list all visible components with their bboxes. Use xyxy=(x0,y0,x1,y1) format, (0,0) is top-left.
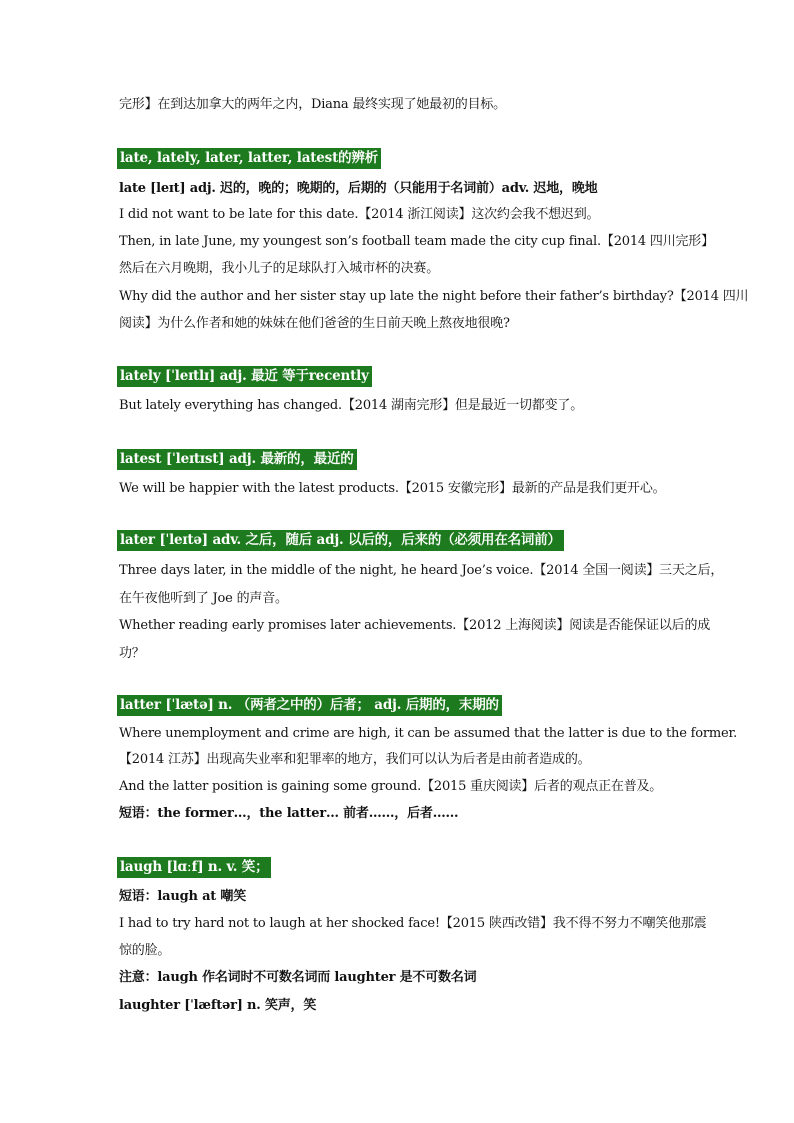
section-heading-latter: latter [ˈlætə] n. （两者之中的）后者； adj. 后期的，末期的 xyxy=(117,695,502,716)
section-heading-lately: lately [ˈleɪtlɪ] adj. 最近 等于recently xyxy=(117,366,372,387)
example-line: Three days later, in the middle of the night, he heard Joe’s voice.【2014 全国一阅读】三天之后， xyxy=(119,563,724,578)
phrase-line: 短语：laugh at 嘲笑 xyxy=(119,889,247,904)
example-line: 然后在六月晚期，我小儿子的足球队打入城市杯的决赛。 xyxy=(119,261,440,276)
example-line: 惊的脸。 xyxy=(119,943,171,958)
example-line: We will be happier with the latest products.【2015 安徽完形】最新的产品是我们更开心。 xyxy=(119,481,666,496)
example-line: Then, in late June, my youngest son’s football team made the city cup final.【2014 四川完形】 xyxy=(119,234,714,249)
note-line: 注意：laugh 作名词时不可数名词而 laughter 是不可数名词 xyxy=(119,970,477,985)
example-line: Why did the author and her sister stay up late the night before their father’s birthday?【2014 四川 xyxy=(119,289,749,304)
phrase-line: 短语：the former…，the latter… 前者……，后者…… xyxy=(119,806,459,821)
example-line: 【2014 江苏】出现高失业率和犯罪率的地方，我们可以认为后者是由前者造成的。 xyxy=(119,752,591,767)
section-heading-laugh: laugh [lɑːf] n. v. 笑； xyxy=(117,857,271,878)
section-heading-later: later [ˈleɪtə] adv. 之后，随后 adj. 以后的，后来的（必须用在名词前） xyxy=(117,530,564,551)
example-line: Where unemployment and crime are high, it can be assumed that the latter is due to the former. xyxy=(119,726,738,741)
example-line: 阅读】为什么作者和她的妹妹在他们爸爸的生日前天晚上熬夜地很晚? xyxy=(119,316,510,331)
intro-line: 完形】在到达加拿大的两年之内，Diana 最终实现了她最初的目标。 xyxy=(119,97,506,112)
definition-laughter: laughter [ˈlæftər] n. 笑声，笑 xyxy=(119,998,317,1013)
example-line: I had to try hard not to laugh at her shocked face!【2015 陕西改错】我不得不努力不嘲笑他那震 xyxy=(119,916,707,931)
example-line: 功？ xyxy=(119,646,145,661)
example-line: I did not want to be late for this date.【2014 浙江阅读】这次约会我不想迟到。 xyxy=(119,207,600,222)
example-line: Whether reading early promises later achievements.【2012 上海阅读】阅读是否能保证以后的成 xyxy=(119,618,711,633)
section-heading-latest: latest [ˈleɪtɪst] adj. 最新的，最近的 xyxy=(117,449,357,470)
example-line: 在午夜他听到了 Joe 的声音。 xyxy=(119,591,288,606)
example-line: And the latter position is gaining some ground.【2015 重庆阅读】后者的观点正在普及。 xyxy=(119,779,663,794)
definition-late: late [leɪt] adj. 迟的，晚的；晚期的，后期的（只能用于名词前）adv. 迟地，晚地 xyxy=(119,181,598,196)
section-heading-late-comparison: late, lately, later, latter, latest的辨析 xyxy=(117,148,381,169)
example-line: But lately everything has changed.【2014 湖南完形】但是最近一切都变了。 xyxy=(119,398,584,413)
